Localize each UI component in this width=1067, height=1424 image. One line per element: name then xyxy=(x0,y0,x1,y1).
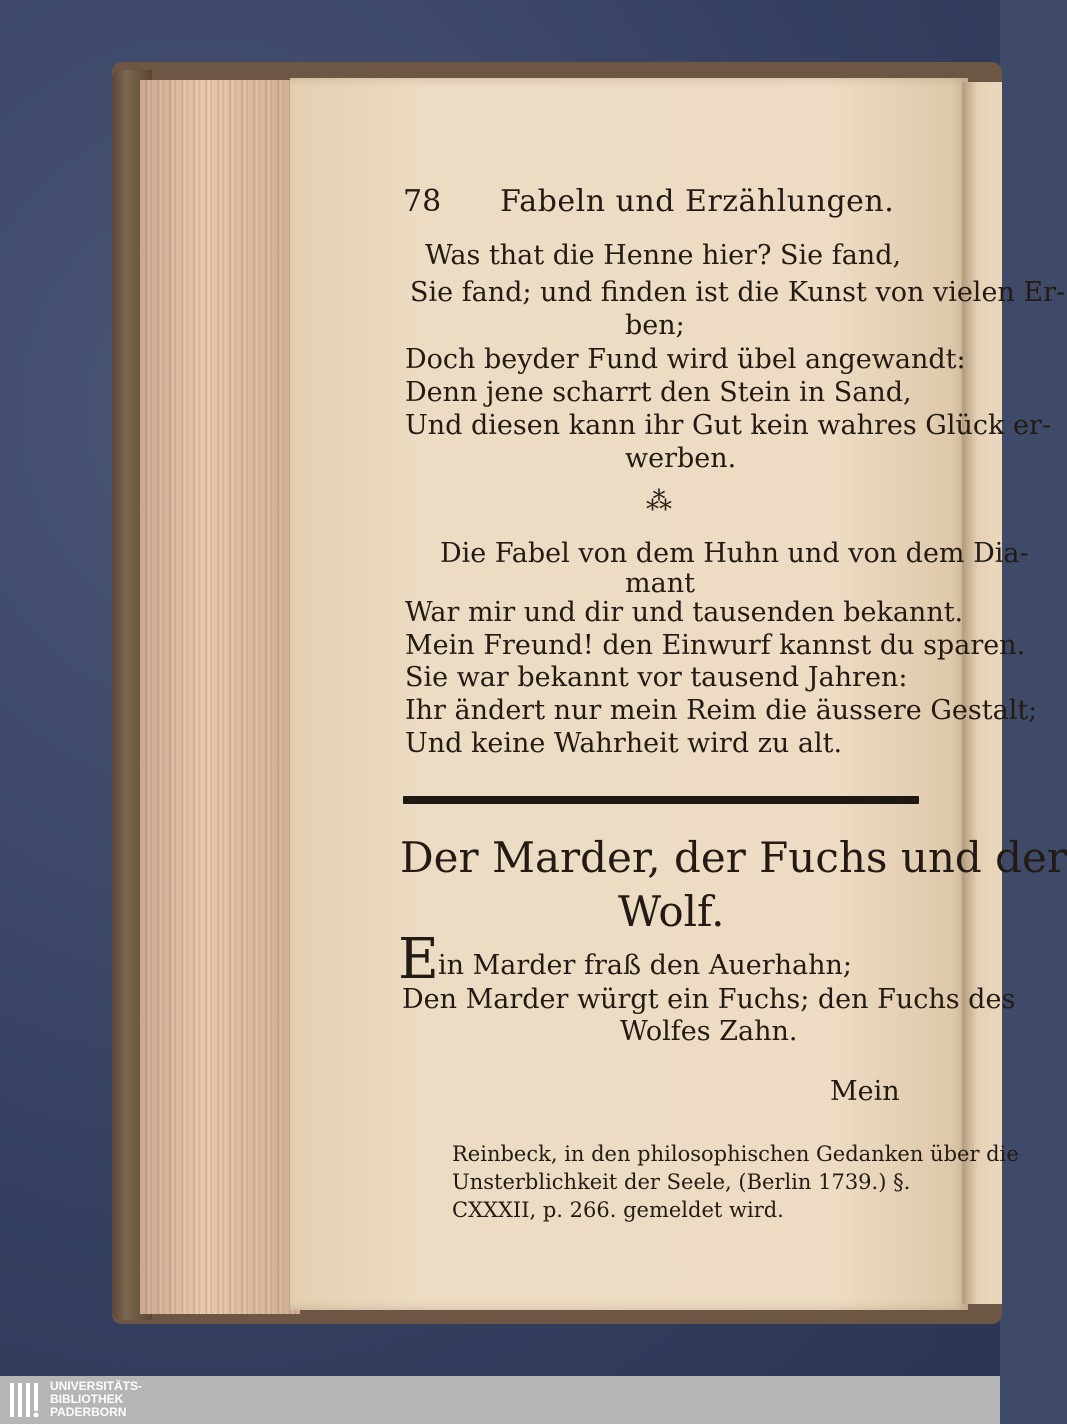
poem1-line: Sie fand; und finden ist die Kunst von vielen Er- xyxy=(410,277,1066,308)
poem2-line: Sie war bekannt vor tausend Jahren: xyxy=(405,662,908,693)
fable-line: in Marder fraß den Auerhahn; xyxy=(438,950,852,981)
dropcap: E xyxy=(398,927,439,992)
running-head: Fabeln und Erzählungen. xyxy=(500,184,895,219)
library-logo-bar xyxy=(0,1376,1000,1424)
poem1-line: werben. xyxy=(625,443,737,474)
poem2-line: Und keine Wahrheit wird zu alt. xyxy=(405,728,843,759)
page-number: 78 xyxy=(403,184,442,219)
poem1-line: Was that die Henne hier? Sie fand, xyxy=(425,240,902,271)
poem2-line: mant xyxy=(625,568,695,599)
fable-title-line1: Der Marder, der Fuchs und der xyxy=(400,833,1067,882)
library-logo-icon xyxy=(8,1381,44,1419)
section-divider xyxy=(403,796,919,804)
poem2-line: Ihr ändert nur mein Reim die äussere Gestalt; xyxy=(405,695,1038,726)
ornament-icon: ⁂ xyxy=(646,487,672,517)
poem2-line: War mir und dir und tausenden bekannt. xyxy=(405,597,964,628)
page-edges-shade xyxy=(140,80,300,1314)
facing-page-edge xyxy=(962,82,1002,1304)
poem2-line: Mein Freund! den Einwurf kannst du sparen. xyxy=(405,630,1026,661)
poem1-line: Und diesen kann ihr Gut kein wahres Glück er- xyxy=(405,410,1051,441)
footnote-line: Unsterblichkeit der Seele, (Berlin 1739.) §. xyxy=(452,1170,911,1194)
footnote-line: CXXXII, p. 266. gemeldet wird. xyxy=(452,1198,784,1222)
library-logo-text: UNIVERSITÄTS- BIBLIOTHEK PADERBORN xyxy=(50,1379,143,1419)
fable-line: Wolfes Zahn. xyxy=(620,1016,798,1047)
footnote-line: Reinbeck, in den philosophischen Gedanken über die xyxy=(452,1142,1019,1166)
fable-line: Den Marder würgt ein Fuchs; den Fuchs des xyxy=(402,984,1016,1015)
catchword: Mein xyxy=(830,1076,900,1107)
fable-title-line2: Wolf. xyxy=(618,887,725,936)
poem2-line: Die Fabel von dem Huhn und von dem Dia- xyxy=(440,538,1029,569)
poem1-line: ben; xyxy=(625,310,685,341)
poem1-line: Doch beyder Fund wird übel angewandt: xyxy=(405,344,966,375)
poem1-line: Denn jene scharrt den Stein in Sand, xyxy=(405,377,912,408)
